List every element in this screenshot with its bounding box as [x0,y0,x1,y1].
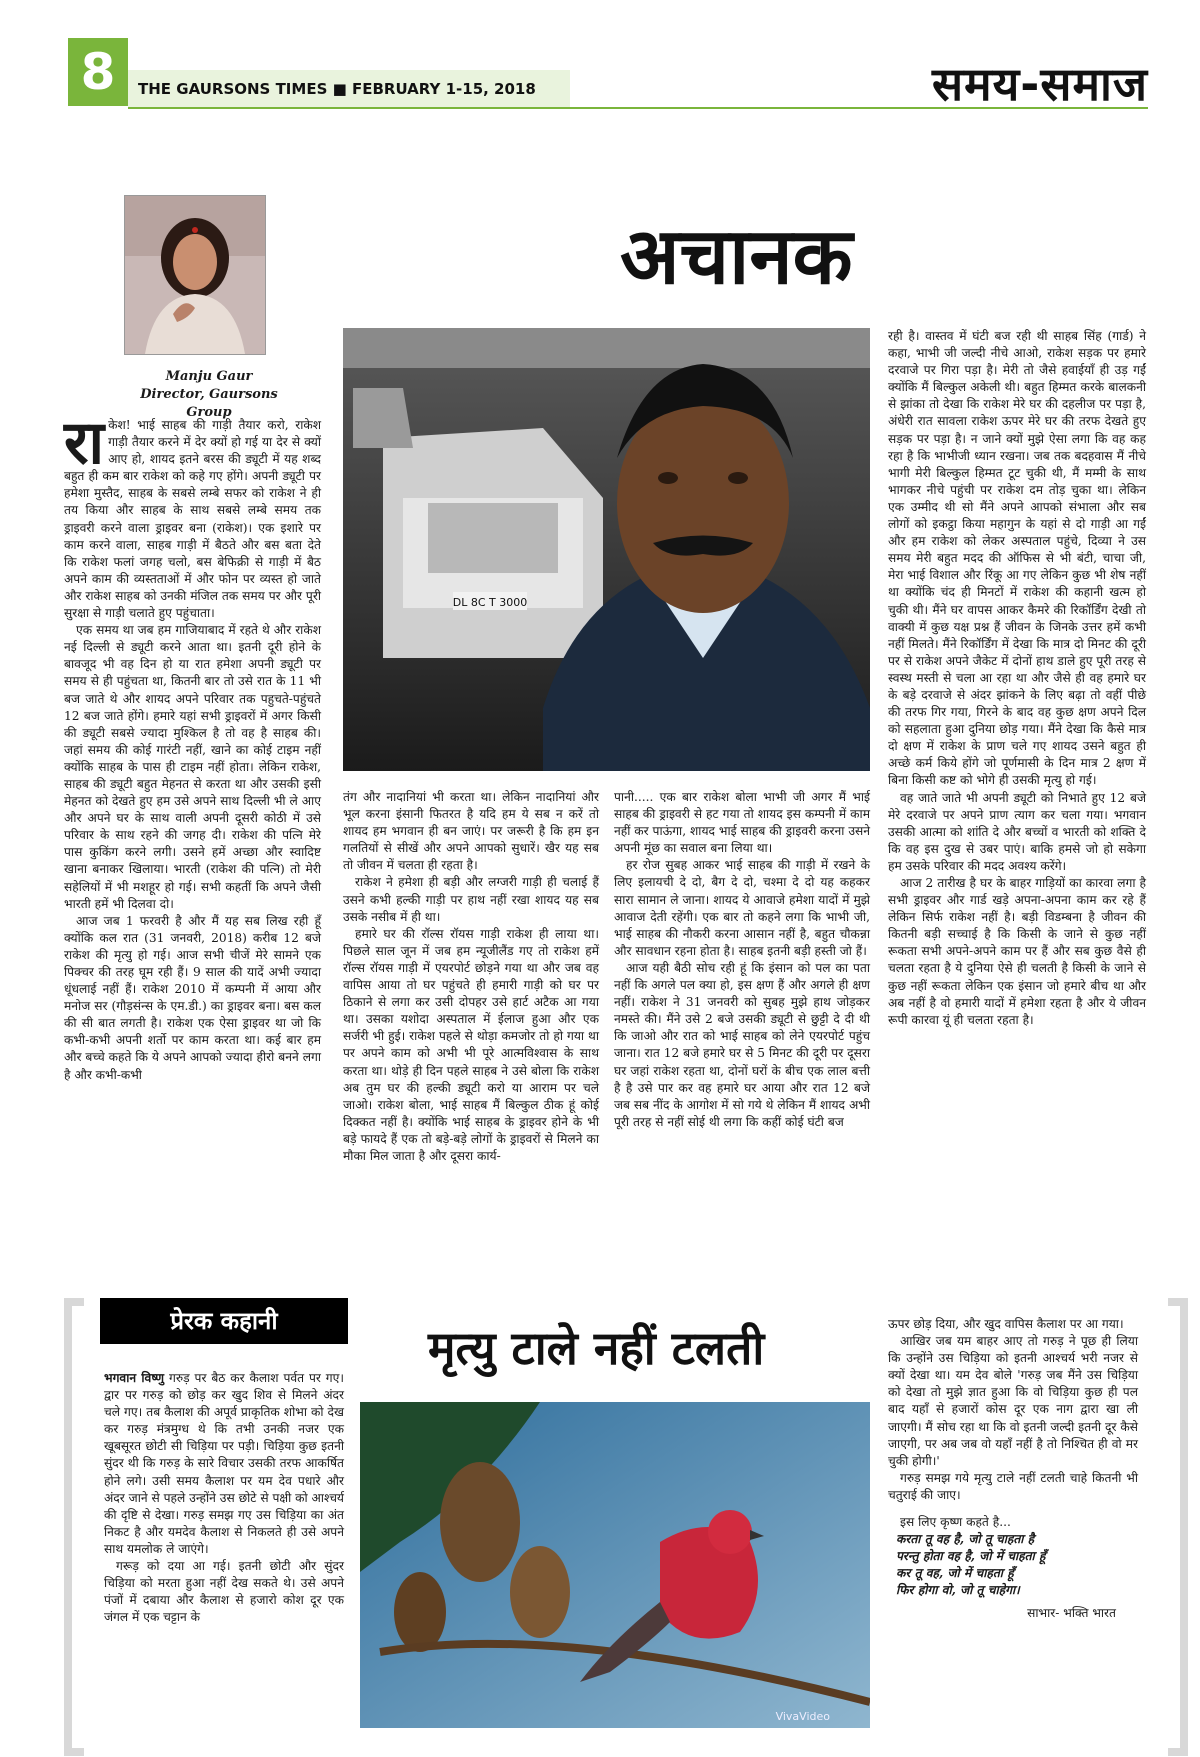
author-byline [124,368,294,422]
watermark: VivaVideo [775,1710,830,1723]
article-paragraph: तंग और नादानियां भी करता था। लेकिन नादानियां और भूल करना इंसानी फितरत है यदि हम ये सब न करें तो शायद हम भगवान ही बन जाएं। पर जरूरी है कि हम इन गलतियों से सीखें और अपने आपको सुधारें। खैर यह सब तो जीवन में चलता ही रहता है। [343,790,599,873]
story-column-2 [888,1316,1138,1622]
poem-line: करता तू वह है, जो तू चाहता है [896,1532,1035,1547]
story-poem [888,1531,1138,1599]
article-paragraph: एक समय था जब हम गाजियाबाद में रहते थे और राकेश नई दिल्ली से ड्यूटी करने आता था। इतनी दूरी होने के बावजूद भी वह दिन हो या रात हमेशा अपनी ड्यूटी पर समय से ही पहुंचता था, कितनी बार तो उसे रात के 11 भी बज जाते थे और शायद अपने परिवार तक पहुचते-पहुंचते 12 बज जाते होंगे। हमारे यहां सभी ड्राइवरों में अगर किसी की ड्यूटी सबसे ज्यादा मुश्किल है तो वह है साहब की। जहां समय की कोई गारंटी नहीं, खाने का कोई टाइम नहीं क्योंकि साहब के पास ही टाइम नहीं होता। लेकिन राकेश, साहब की ड्यूटी बहुत मेहनत से करता था और उसकी इसी मेहनत को देखते हुए हम उसे अपने साथ दिल्ली भी ले आए और अपने घर के साथ वाली अपनी दूसरी कोठी में उसे परिवार के साथ रहने की जगह दी। राकेश की पत्नि मेरे पास कुकिंग करने लगी। उसने हमें अच्छा और स्वादिष्ट खाना बनाकर खिलाया। भारती (राकेश की पत्नि) तो मेरी सहेलियों में भी मशहूर हो गई। सभी कहतीं कि अपने जैसी भारती हमें भी दिलवा दो। [64,623,321,911]
article-paragraph: आज यही बैठी सोच रही हूं कि इंसान को पल का पता नहीं कि अगले पल क्या हो, इस क्षण हैं और अगले ही क्षण नहीं। राकेश ने 31 जनवरी को सुबह मुझे हाथ जोड़कर नमस्ते की। मैंने उसे 2 बजे उसकी ड्यूटी से छुट्टी दे दी थी कि जाओ और रात को भाई साहब को लेने एयरपोर्ट पहुंच जाना। रात 12 बजे हमारे घर से 5 मिनट की दूरी पर दूसरा घर जहां राकेश रहता था, दोनों घरों के बीच एक लाल बत्ती है है उसे पार कर वह हमारे घर आया और रात 12 बजे जब सब नींद के आगोश में सो गये थे लेकिन मैं शायद अभी पूरी तरह से नहीं सोई थी लगा कि कहीं कोई घंटी बज [614,960,870,1129]
author-name: Manju Gaur [165,369,253,384]
article-column-2 [343,789,599,1165]
story-column-1 [104,1370,344,1626]
author-title: Director, Gaursons Group [140,387,278,420]
bird-photo [360,1402,870,1728]
page-number: 8 [68,38,128,106]
driver-photo [343,328,870,771]
story-frame-right [1168,1298,1188,1756]
article-headline: अचानक [620,212,853,302]
article-paragraph: हमारे घर की रॉल्स रॉयस गाड़ी राकेश ही लाया था। पिछले साल जून में जब हम न्यूजीलैंड गए तो राकेश हमें रॉल्स रॉयस गाड़ी में एयरपोर्ट छोड़ने गया था और जब वह वापिस आया तो घर पहुंचते ही हमारी गाड़ी को घर पर ठिकाने से लगा कर उसी दोपहर उसे हार्ट अटैक आ गया था। उसका यशोदा अस्पताल में ईलाज हुआ और एक सर्जरी भी हुई। राकेश पहले से थोड़ा कमजोर तो हो गया था पर अपने काम को अभी भी पूरे आत्मविश्वास के साथ करता था। थोड़े ही दिन पहले साहब ने उसे बोला कि राकेश अब तुम घर की हल्की ड्यूटी करो या आराम पर चले जाओ। राकेश बोला, भाई साहब मैं बिल्कुल ठीक हूं कोई दिक्कत नहीं है। क्योंकि भाई साहब के ड्राइवर होने के भी बड़े फायदे हैं एक तो बड़े-बड़े लोगों के ड्राइवरों से मिलने का मौका मिल जाता है और दूसरा कार्य- [343,926,599,1163]
article-paragraph: वह जाते जाते भी अपनी ड्यूटी को निभाते हुए 12 बजे मेरे दरवाजे पर अपने प्राण त्याग कर चला गया। भगवान उसकी आत्मा को शांति दे और बच्चों व भारती को शक्ति दे कि वह इस दुख से उबर पाएं। बाकि हमसे जो हो सकेगा हम उसके परिवार की मदद अवश्य करेंगे। [888,790,1146,873]
article-paragraph: पानी..... एक बार राकेश बोला भाभी जी अगर मैं भाई साहब की ड्राइवरी से हट गया तो शायद इस कम्पनी में काम नहीं कर पाऊंगा, शायद भाई साहब की ड्राइवरी करना उसने अपनी मूंछ का सवाल बना लिया था। [614,790,870,856]
poem-line: कर तू वह, जो में चाहता हूँ [896,1566,1014,1581]
drop-cap: रा [64,408,105,478]
story-paragraph: आखिर जब यम बाहर आए तो गरुड़ ने पूछ ही लिया कि उन्होंने उस चिड़िया को इतनी आश्चर्य भरी नजर से क्यों देखा था। यम देव बोले 'गरुड़ जब मैंने उस चिड़िया को देखा तो मुझे ज्ञात हुआ कि वो चिड़िया कुछ ही पल बाद यहाँ से हजारों कोस दूर एक नाग द्वारा खा ली जाएगी। मैं सोच रहा था कि वो इतनी जल्दी इतनी दूर कैसे जाएगी, पर अब जब वो यहाँ नहीं है तो निश्चित ही वो मर चुकी होगी।' [888,1334,1138,1468]
poem-line: फिर होगा वो, जो तू चाहेगा। [896,1583,1020,1598]
story-tag: प्रेरक कहानी [100,1298,348,1344]
poem-line: परन्तु होता वह है, जो में चाहता हूँ [896,1549,1046,1564]
article-paragraph: आज 2 तारीख है घर के बाहर गाड़ियों का कारवा लगा है सभी ड्राइवर और गार्ड खड़े अपना-अपना काम कर रहे हैं लेकिन सिर्फ राकेश नहीं है। बड़ी विडम्बना है जीवन की कितनी बड़ी सच्चाई है कि किसी के जाने से कुछ नहीं रूकता सभी अपने-अपने काम पर हैं और सब कुछ वैसे ही चलता रहता है ये दुनिया ऐसे ही चलती है किसी के जाने से कुछ नहीं रूकता लेकिन एक इंसान जो हमारे बीच था और अब नहीं है वो हमारी यादों में हमेशा रहता है और ये जीवन रूपी कारवा यूं ही चलता रहता है। [888,876,1146,1027]
story-frame-left [64,1298,84,1756]
article-column-1 [64,408,321,1084]
author-portrait [124,195,266,355]
article-column-4 [888,328,1146,1029]
article-column-3 [614,789,870,1131]
story-headline: मृत्यु टाले नहीं टलती [428,1321,765,1375]
masthead: THE GAURSONS TIMES ■ FEBRUARY 1-15, 2018 [128,70,570,108]
story-paragraph: गरुड़ समझ गये मृत्यु टाले नहीं टलती चाहे कितनी भी चतुराई की जाए। [888,1470,1138,1502]
number-plate: DL 8C T 3000 [452,596,528,609]
story-paragraph: गरूड़ को दया आ गई। इतनी छोटी और सुंदर चिड़िया को मरता हुआ नहीं देख सकते थे। उसे अपने पंजों में दबाया और कैलाश से हजारो कोश दूर एक जंगल में एक चट्टान के [104,1559,344,1625]
article-paragraph: रही है। वास्तव में घंटी बज रही थी साहब सिंह (गार्ड) ने कहा, भाभी जी जल्दी नीचे आओ, राकेश सड़क पर हमारे दरवाजे पर गिरा पड़ा है। मेरी तो जैसे हवाईयाँ ही उड़ गईं क्योंकि मैं बिल्कुल अकेली थी। बहुत हिम्मत करके बालकनी से झांका तो देखा कि राकेश मेरे घर की दहलीज पर पड़ा है, अंधेरी रात सावला राकेश ऊपर मेरे घर की तरफ देखते हुए सड़क पर पड़ा है। न जाने क्यों मुझे ऐसा लगा कि वह कह रहा है कि भाभीजी ध्यान रखना। जब तक बदहवास मैं नीचे भागी मेरी बिल्कुल हिम्मत टूट चुकी थी, मैं मम्मी के साथ भागकर नीचे पहुंची पर राकेश दम तोड़ चुका था। लेकिन एक उम्मीद थी सो मैंने अपने आपको संभाला और सब लोगों को इकट्ठा किया महागुन के यहां से दो गाड़ी आ गईं और हम राकेश को लेकर अस्पताल पहुंचे, दिव्या ने उस समय मेरी बहुत मदद की ऑफिस से भी बंटी, चाचा जी, मेरा भाई विशाल और रिंकू आ गए लेकिन कुछ भी शेष नहीं था क्योंकि चंद ही मिनटों में राकेश की कहानी खत्म हो चुकी थी। मैंने घर वापस आकर कैमरे की रिकॉर्डिंग देखी तो वाक्यी में कुछ यक्ष प्रश्न हैं जीवन के जिनके उत्तर हमें कभी नहीं मिलते। मैंने रिकॉर्डिंग में देखा कि मात्र दो मिनट की दूरी पर से राकेश अपने जैकेट में दोनों हाथ डाले हुए पूरी तरह से स्वस्थ मस्ती से चला आ रहा था और जैसे ही वह हमारे घर के बड़े दरवाजे से अंदर झांकने के लिए बढ़ा तो वहीं पीछे की तरफ गिर गया, गिरने के बाद वह कुछ क्षण अपने दिल को सहलाता हुआ दुनिया छोड़ गया। मैंने देखा कि कैसे मात्र दो क्षण में राकेश के प्राण चले गए शायद उसने बहुत ही अच्छे कर्म किये होंगे जो पूर्णमासी के दिन मात्र 2 क्षण में बिना किसी कष्ट को भोगे ही उसकी मृत्यु हो गई। [888,329,1146,788]
article-paragraph: राकेश ने हमेशा ही बड़ी और लग्जरी गाड़ी ही चलाई हैं उसने कभी हल्की गाड़ी पर हाथ नहीं रखा शायद यह सब उसके नसीब में ही था। [343,875,599,924]
story-lead: भगवान विष्णु [104,1371,165,1385]
article-paragraph: केश! भाई साहब की गाड़ी तैयार करो, राकेश गाड़ी तैयार करने में देर क्यों हो गई या देर से क्यों आए हो, शायद इतने बरस की ड्यूटी में यह शब्द बहुत ही कम बार राकेश को कहे गए होंगे। अपनी ड्यूटी पर हमेशा मुस्तैद, साहब के सबसे लम्बे सफर को राकेश ने ही तय किया और साहब के साथ सबसे लम्बे समय तक ड्राइवरी करने वाला ड्राइवर बना (राकेश)। एक इशारे पर काम करने वाला, साहब गाड़ी में बैठते और बस बता देते कि राकेश फलां जगह चलो, बस बेफिक्री से गाड़ी में बैठ अपने काम की व्यस्तताओं में और फोन पर व्यस्त हो जाते और राकेश साहब को उनकी मंजिल तक समय पर और पूरी सुरक्षा से गाड़ी चलाते हुए पहुंचाता। [64,418,321,621]
article-paragraph: आज जब 1 फरवरी है और मैं यह सब लिख रही हूँ क्योंकि कल रात (31 जनवरी, 2018) करीब 12 बजे राकेश की मृत्यु हो गई। आज सभी चीजें मेरे सामने एक पिक्चर की तरह घूम रही हैं। 9 साल की यादें अभी ज्यादा धूंधलाई नहीं हैं। राकेश 2010 में कम्पनी में आया और मनोज सर (गौड़संन्स के एम.डी.) का ड्राइवर बना। बस कल की सी बात लगती है। राकेश एक ऐसा ड्राइवर था जो कि कभी-कभी अपनी शर्तो पर काम करता था। कई बार हम और बच्चे कहते कि ये अपने आपको ज्यादा हीरो बनने लगा है और कभी-कभी [64,913,321,1082]
article-paragraph: हर रोज सुबह आकर भाई साहब की गाड़ी में रखने के लिए इलायची दे दो, बैग दे दो, चश्मा दे दो यह कहकर सारा सामान ले जाना। शायद ये आवाजे हमेशा यादों में मुझे आवाज देती रहेंगी। एक बार तो कहने लगा कि भाभी जी, भाई साहब की नौकरी करना आसान नहीं है, बहुत चौकन्ना और सावधान रहना होता है। साहब इतनी बड़ी हस्ती जो हैं। [614,858,870,958]
section-title: समय-समाज [931,57,1148,111]
story-paragraph: गरुड़ पर बैठ कर कैलाश पर्वत पर गए। द्वार पर गरुड़ को छोड़ कर खुद शिव से मिलने अंदर चले गए। तब कैलाश की अपूर्व प्राकृतिक शोभा को देख कर गरुड़ मंत्रमुग्ध थे कि तभी उनकी नजर एक खूबसूरत छोटी सी चिड़िया पर पड़ी। चिड़िया कुछ इतनी सुंदर थी कि गरुड़ के सारे विचार उसकी तरफ आकर्षित होने लगे। उसी समय कैलाश पर यम देव पधारे और अंदर जाने से पहले उन्होंने उस छोटे से पक्षी को आश्चर्य की दृष्टि से देखा। गरुड़ समझ गए उस चिड़िया का अंत निकट है और यमदेव कैलाश से निकलते ही उसे अपने साथ यमलोक ले जाएंगे। [104,1371,345,1556]
story-credit: साभार- भक्ति भारत [1027,1606,1116,1621]
story-paragraph: ऊपर छोड़ दिया, और खुद वापिस कैलाश पर आ गया। [888,1317,1124,1331]
story-paragraph: इस लिए कृष्ण कहते है... [900,1515,1011,1530]
